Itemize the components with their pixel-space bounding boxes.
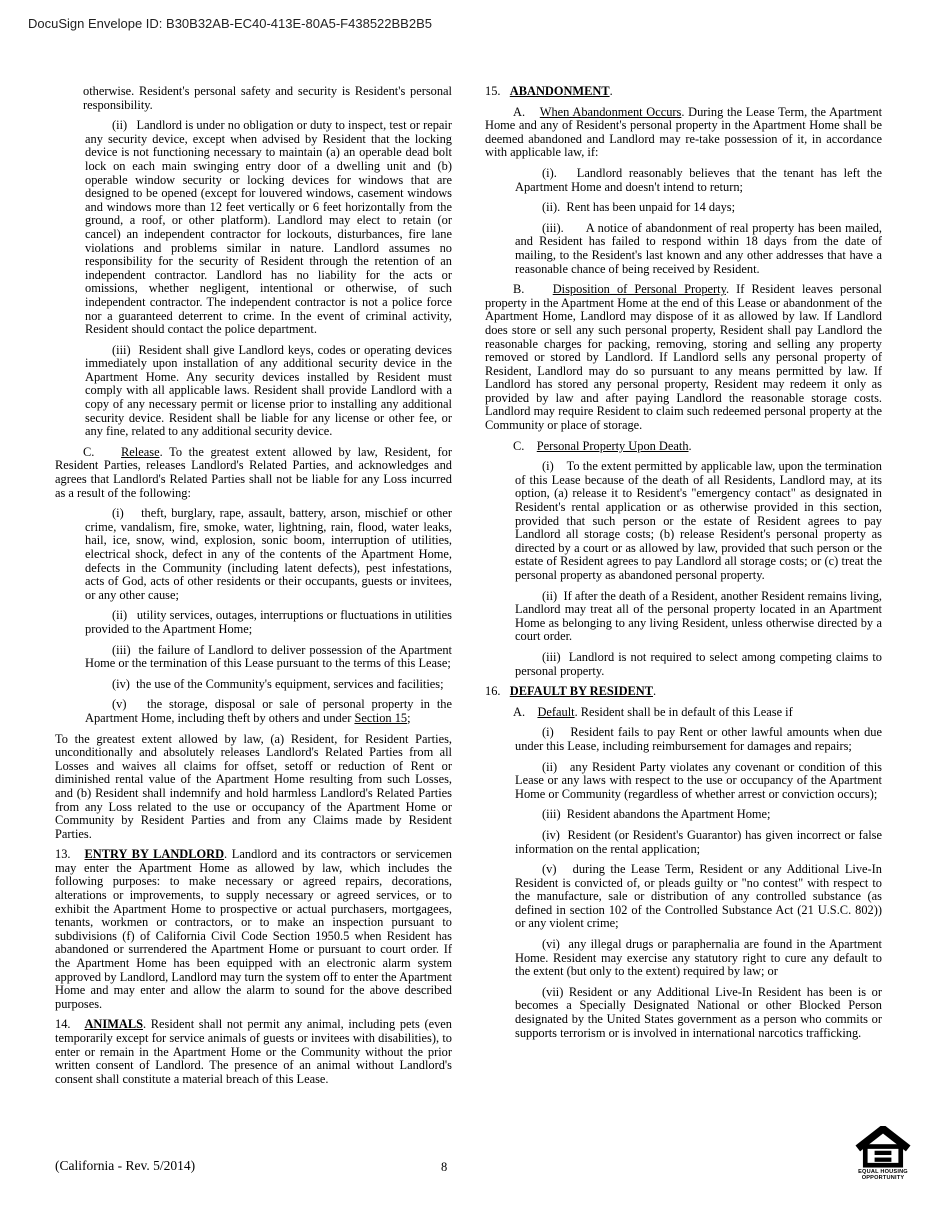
text-run: . Landlord and its contractors or servicemen may enter the Apartment Home as allowed by law, which includes the following purposes: to make necessary or agreed repairs, decorations, alterations or improvements, to supply necessary or agreed services, or to exhibit the Apartment Home to prospective or actual purchasers, mortgagees, tenants, workmen or contractors, or to make an inspection pursuant to subdivisions (f) of California Civil Code Section 1950.5 when Resident has abandoned or surrendered the Apartment Home or pursuant to court order. If the Apartment Home has been equipped with an electronic alarm system approved by Landlord, Landlord may turn the system off to enter the Apartment Home and may enter and allow the alarm to sound for the above described purposes.	[55, 847, 452, 1011]
text-run: A.	[513, 704, 538, 719]
text-run: (ii) utility services, outages, interruptions or fluctuations in utilities provided to the Apartment Home;	[85, 608, 452, 636]
paragraph	[485, 106, 882, 160]
text-run: (ii) If after the death of a Resident, another Resident remains living, Landlord may treat all of the personal property located in an Apartment Home as belonging to any living Resident, unless otherwise directed by a court order.	[515, 588, 882, 644]
text-run: 16.	[485, 684, 510, 699]
eho-text-line1: EQUAL HOUSING	[858, 1169, 908, 1175]
text-run: . Resident shall not permit any animal, including pets (even temporarily except for service animals of guests or invitees with disabilities), to enter or remain in the Apartment Home or the Community without the prior written consent of Landlord. The presence of an animal without Landlord's consent shall constitute a material breach of this Lease.	[55, 1017, 453, 1086]
heading-run: Personal Property Upon Death	[536, 438, 689, 453]
paragraph	[485, 85, 882, 99]
text-run: .	[688, 438, 692, 453]
text-run: ;	[407, 710, 411, 725]
paragraph	[55, 1018, 452, 1086]
text-run: (v) during the Lease Term, Resident or any Additional Live-In Resident is convicted of, or pleads guilty or "no contest" with respect to the manufacture, sale or distribution of any controlled substance (as defined in section 102 of the Controlled Substance Act (21 U.S.C. 802)) or any violent crime;	[515, 862, 882, 931]
text-run: (iii) Resident abandons the Apartment Home;	[542, 807, 771, 822]
text-run: (i) theft, burglary, rape, assault, battery, arson, mischief or other crime, vandalism, fire, smoke, water, lightning, rain, flood, water leaks, hail, ice, snow, wind, explosion, sonic boom, interruption of utilities, electrical shock, defect in any of the contents of the Apartment Home, defects in the Community (including latent defects), pest infestations, acts of God, acts of other residents or their occupants, guests or invitees, or any other cause;	[85, 506, 452, 602]
text-run: (i) Resident fails to pay Rent or other lawful amounts when due under this Lease, including reimbursement for damages and repairs;	[515, 725, 882, 753]
paragraph	[85, 609, 452, 636]
heading-run: ENTRY BY LANDLORD	[84, 847, 225, 862]
text-run: (vii) Resident or any Additional Live-In Resident has been is or becomes a Specially Designated National or other Blocked Person designated by the United States government as a person who commits or supports terrorism or is involved in international narcotics trafficking.	[515, 984, 882, 1040]
text-run: (ii). Rent has been unpaid for 14 days;	[542, 200, 736, 215]
left-column	[55, 85, 452, 1093]
text-run: (iii) Landlord is not required to select among competing claims to personal property.	[515, 649, 882, 678]
paragraph	[515, 761, 882, 802]
text-run: . During the Lease Term, the Apartment Home and any of Resident's personal property in the Apartment Home shall be deemed abandoned and Landlord may re-take possession of it, in accordance with applicable law, if:	[485, 104, 883, 160]
text-run: .	[609, 84, 613, 98]
paragraph	[85, 698, 452, 725]
eho-text-line2: OPPORTUNITY	[861, 1175, 905, 1182]
paragraph	[515, 986, 882, 1040]
paragraph	[85, 507, 452, 602]
text-run: (iii). A notice of abandonment of real property has been mailed, and Resident has failed to respond within 18 days from the date of mailing, to the Resident's last known and any other addresses that have a reasonable chance of being received by Resident.	[515, 220, 882, 276]
heading-run: Disposition of Personal Property	[552, 282, 726, 297]
page-number: 8	[441, 1160, 448, 1174]
heading-run: Section 15	[354, 710, 408, 725]
docusign-envelope-id: DocuSign Envelope ID: B30B32AB-EC40-413E-80A5-F438522BB2B5	[28, 16, 432, 31]
text-run: (v) the storage, disposal or sale of personal property in the Apartment Home, including theft by others and under	[85, 697, 452, 725]
paragraph	[515, 863, 882, 931]
paragraph	[515, 222, 882, 276]
paragraph	[515, 726, 882, 753]
paragraph	[85, 644, 452, 671]
text-run: 13.	[55, 847, 85, 862]
paragraph	[485, 440, 882, 454]
text-run: (iv) Resident (or Resident's Guarantor) has given incorrect or false information on the rental application;	[515, 827, 882, 856]
text-run: (iii) the failure of Landlord to deliver possession of the Apartment Home or the termination of this Lease pursuant to the terms of this Lease;	[85, 642, 452, 671]
text-run: C.	[513, 438, 537, 453]
heading-run: DEFAULT BY RESIDENT	[509, 684, 654, 699]
text-run: (i). Landlord reasonably believes that the tenant has left the Apartment Home and doesn't intend to return;	[515, 165, 882, 194]
heading-run: ANIMALS	[84, 1017, 144, 1032]
right-column	[485, 85, 882, 1047]
text-run: 15.	[485, 84, 510, 98]
paragraph	[85, 678, 452, 692]
heading-run: Release	[121, 444, 160, 459]
text-run: (ii) Landlord is under no obligation or duty to inspect, test or repair any security device, except when advised by Resident that the locking device is not functioning necessary to maintain (a) an operable dead bolt lock on each main swinging entry door of a dwelling unit and (b) operable window security or locking devices for windows that are designed to be opened (except for louvered windows, casement windows and windows more than 12 feet vertically or 6 feet horizontally from the ground, a roof, or other platform). Landlord may elect to retain (or cancel) an independent contractor for lockouts, disturbances, fire lane violations and problems similar in nature. Landlord assumes no responsibility for the security of Resident through the retention of an independent contractor. Landlord has no liability for the acts or omissions, whether negligent, intentional or otherwise, of such independent contractor. The independent contractor is not a police force nor a guaranteed deterrent to crime. In the event of criminal activity, Resident should contact the police department.	[85, 118, 452, 337]
paragraph	[515, 829, 882, 856]
paragraph	[515, 808, 882, 822]
text-run: 14.	[55, 1017, 85, 1032]
text-run: (iv) the use of the Community's equipment, services and facilities;	[112, 676, 444, 691]
paragraph	[55, 446, 452, 500]
text-run: . Resident shall be in default of this Lease if	[574, 704, 793, 719]
paragraph	[515, 460, 882, 582]
paragraph	[85, 344, 452, 439]
paragraph	[83, 85, 452, 112]
paragraph	[485, 706, 882, 720]
text-run: . To the greatest extent allowed by law, Resident, for Resident Parties, releases Landlord's Related Parties, and acknowledges and agrees that Landlord's Related Parties shall not be liable for any Loss incurred as a result of the following:	[55, 444, 452, 500]
paragraph	[55, 848, 452, 1011]
text-run: (iii) Resident shall give Landlord keys, codes or operating devices immediately upon installation of any additional security device in the Apartment Home. Any security devices installed by Resident must comply with all applicable laws. Resident shall provide Landlord with a copy of any necessary permit or license prior to installing any additional security device. Resident shall be liable for any license or other fee, or any fine, related to any additional security device.	[85, 342, 452, 439]
text-run: B.	[513, 282, 553, 297]
paragraph	[515, 201, 882, 215]
text-run: (i) To the extent permitted by applicable law, upon the termination of this Lease because of the death of all Residents, Landlord may, at its option, (a) release it to Resident's "emergency contact" as designated in Resident's rental application or as otherwise provided in this section, provided that such person or the estate of Resident agrees to pay Landlord all storage costs; (b) release Resident's personal property as directed by a court or as allowed by law, provided that such person or the estate of Resident agrees to pay Landlord all storage costs; or (c) treat the personal property as abandoned personal property.	[515, 459, 882, 582]
text-run: C.	[83, 444, 122, 459]
paragraph	[485, 283, 882, 433]
heading-run: ABANDONMENT	[509, 84, 610, 98]
heading-run: When Abandonment Occurs	[539, 104, 682, 119]
paragraph	[515, 651, 882, 678]
text-run: To the greatest extent allowed by law, (a) Resident, for Resident Parties, unconditionally and absolutely releases Landlord's Related Parties from all Losses and waives all claims for offset, setoff or reduction of Rent or diminished rental value of the Apartment Home resulting from such Losses, and (b) Resident shall indemnify and hold harmless Landlord's Related Parties from any Loss related to the use or occupancy of the Apartment Home or Community by Resident Parties and from any Claims made by Resident Parties.	[55, 731, 452, 841]
text-run: A.	[513, 104, 540, 119]
heading-run: Default	[537, 704, 575, 719]
equal-housing-opportunity-logo	[846, 1126, 920, 1182]
text-run: (vi) any illegal drugs or paraphernalia are found in the Apartment Home. Resident may exercise any statutory right to cure any default to the extent (but only to the extent) required by law; or	[515, 937, 882, 979]
text-run: .	[653, 684, 657, 699]
footer-revision-label: (California - Rev. 5/2014)	[55, 1158, 196, 1173]
paragraph	[515, 167, 882, 194]
text-run: . If Resident leaves personal property in the Apartment Home at the end of this Lease or abandonment of the Apartment Home, Landlord may dispose of it as allowed by law. If Landlord does store or sell any such personal property, Resident shall pay Landlord the reasonable charges for packing, removing, storing and selling any property removed or stored by Landlord. If Landlord sells any personal property of Resident, Landlord may do so pursuant to any means permitted by law. If Landlord has stored any personal property, Resident may redeem it only as provided by law and after paying Landlord the reasonable storage costs. Landlord may require Resident to claim such redeemed personal property at the Community or place of storage.	[485, 282, 882, 433]
paragraph	[55, 733, 452, 842]
equal-housing-house-icon	[855, 1126, 911, 1168]
paragraph	[485, 685, 882, 699]
text-run: otherwise. Resident's personal safety and security is Resident's personal responsibility.	[83, 84, 452, 112]
paragraph	[515, 938, 882, 979]
paragraph	[515, 590, 882, 644]
text-run: (ii) any Resident Party violates any covenant or condition of this Lease or any laws with respect to the use or occupancy of the Apartment Home or Community (regardless of whether arrest or conviction occurs);	[515, 759, 882, 801]
paragraph	[85, 119, 452, 337]
